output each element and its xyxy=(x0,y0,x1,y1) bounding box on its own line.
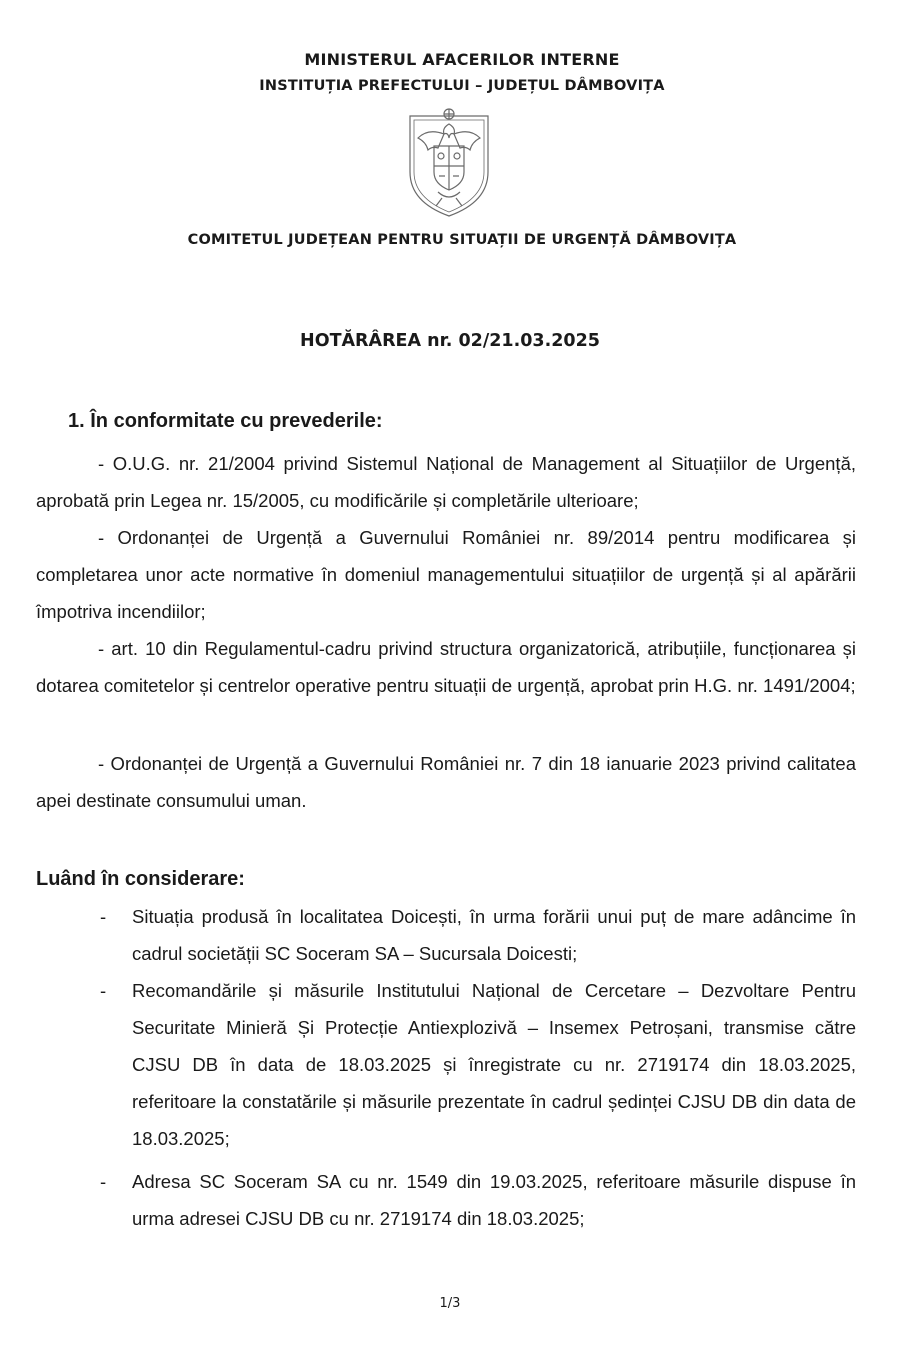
coat-of-arms-icon xyxy=(404,102,494,220)
consideration-text: Adresa SC Soceram SA cu nr. 1549 din 19.03.2025, referitoare măsurile dispuse în urma adresei CJSU DB cu nr. 2719174 din 18.03.2025; xyxy=(132,1171,856,1229)
consideration-text: Recomandările și măsurile Institutului Național de Cercetare – Dezvoltare Pentru Securitate Minieră Și Protecție Antiexplozivă – Insemex Petroșani, transmise către CJSU DB în data de 18.03.2025 și înregistrate cu nr. 2719174 din 18.03.2025, referitoare la constatările și măsurile prezentate în cadrul ședinței CJSU DB din data de 18.03.2025; xyxy=(132,980,856,1149)
consideration-text: Situația produsă în localitatea Doicești, în urma forării unui puț de mare adâncime în cadrul societății SC Soceram SA – Sucursala Doicesti; xyxy=(132,906,856,964)
ministry-heading: MINISTERUL AFACERILOR INTERNE xyxy=(304,50,620,69)
legal-basis-paragraph: - art. 10 din Regulamentul-cadru privind structura organizatorică, atribuțiile, funcționarea și dotarea comitetelor și centrelor operative pentru situații de urgență, aprobat prin H.G. nr. 1491/2004; xyxy=(36,638,856,696)
legal-basis-paragraph: - O.U.G. nr. 21/2004 privind Sistemul Național de Management al Situațiilor de Urgență, aprobată prin Legea nr. 15/2005, cu modificările și completările ulterioare; xyxy=(36,453,856,511)
section-heading-considerations: Luând în considerare: xyxy=(36,868,245,890)
page-number: 1/3 xyxy=(439,1296,461,1311)
bullet-dash: - xyxy=(100,906,107,927)
decision-title: HOTĂRÂREA nr. 02/21.03.2025 xyxy=(300,331,600,351)
section-heading-legal-basis: 1. În conformitate cu prevederile: xyxy=(68,410,383,432)
bullet-dash: - xyxy=(100,980,107,1001)
legal-basis-paragraph: - Ordonanței de Urgență a Guvernului României nr. 7 din 18 ianuarie 2023 privind calitatea apei destinate consumului uman. xyxy=(36,753,856,811)
institution-heading: INSTITUȚIA PREFECTULUI – JUDEȚUL DÂMBOVIȚA xyxy=(259,78,665,94)
bullet-dash: - xyxy=(100,1171,107,1192)
committee-heading: COMITETUL JUDEȚEAN PENTRU SITUAȚII DE URGENȚĂ DÂMBOVIȚA xyxy=(187,232,737,248)
legal-basis-paragraph: - Ordonanței de Urgență a Guvernului României nr. 89/2014 pentru modificarea și completarea unor acte normative în domeniul managementului situațiilor de urgență și al apărării împotriva incendiilor; xyxy=(36,527,856,622)
